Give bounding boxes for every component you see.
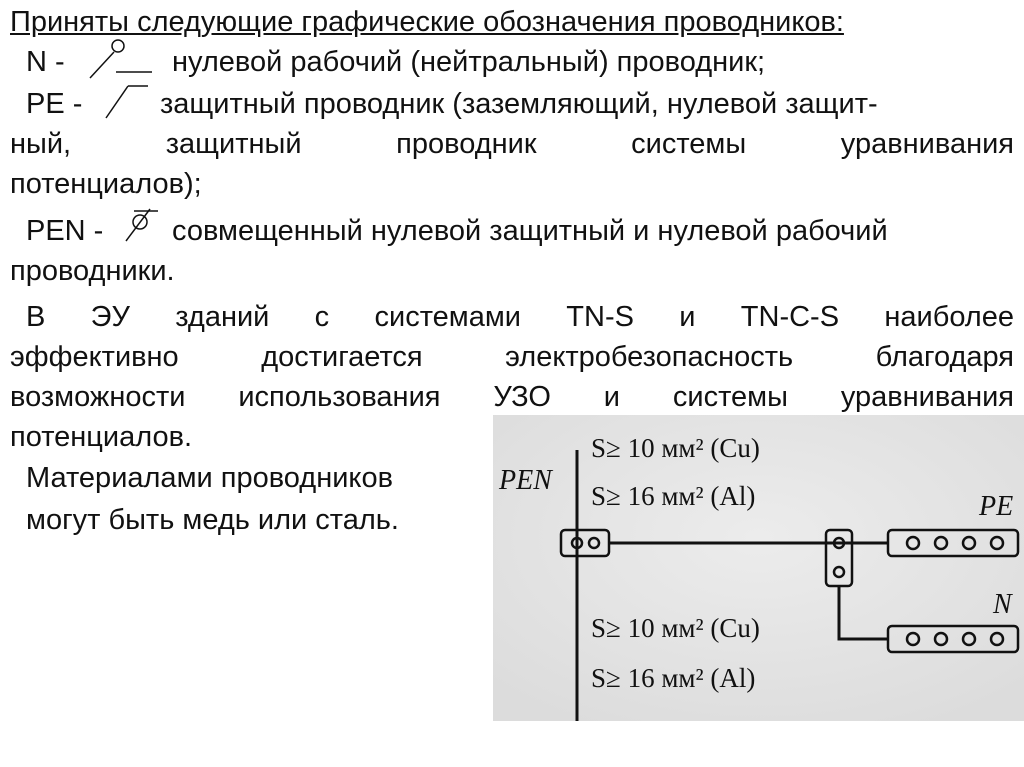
pen-description-line-1: совмещенный нулевой защитный и нулевой рабочий [172,215,888,247]
protective-conductor-symbol-icon [100,80,150,124]
eu-paragraph-line-1: В ЭУ зданий с системами TN-S и TN-C-S наиболее [26,301,1014,333]
materials-line-1: Материалами проводников [26,462,393,494]
req-top-cu: S≥ 10 мм² (Cu) [591,433,760,463]
eu-paragraph-line-4: потенциалов. [10,421,193,453]
pen-conductor-symbol-icon [112,205,162,249]
pe-description-line-1: защитный проводник (заземляющий, нулевой защит- [160,88,878,120]
heading: Приняты следующие графические обозначения проводников: [10,6,844,38]
diagram-pe-label: PE [979,491,1014,522]
pe-description-line-3: потенциалов); [10,168,202,200]
pe-description-line-2: ный, защитный проводник системы уравнивания [10,128,1014,160]
req-top-al: S≥ 16 мм² (Al) [591,481,756,511]
pen-description-line-2: проводники. [10,255,175,287]
pen-split-diagram [493,415,1024,721]
req-bottom-al: S≥ 16 мм² (Al) [591,663,756,693]
eu-paragraph-line-2: эффективно достигается электробезопасность благодаря [10,341,1014,373]
pe-label: PE - [26,88,83,120]
diagram-pen-label: PEN [499,465,552,496]
n-description: нулевой рабочий (нейтральный) проводник; [172,46,766,78]
eu-paragraph-line-3: возможности использования УЗО и системы уравнивания [10,381,1014,413]
req-bottom-cu: S≥ 10 мм² (Cu) [591,613,760,643]
diagram-n-label: N [993,589,1012,620]
n-label: N - [26,46,65,78]
materials-line-2: могут быть медь или сталь. [26,504,399,536]
pen-label: PEN - [26,215,104,247]
neutral-conductor-symbol-icon [82,36,158,80]
